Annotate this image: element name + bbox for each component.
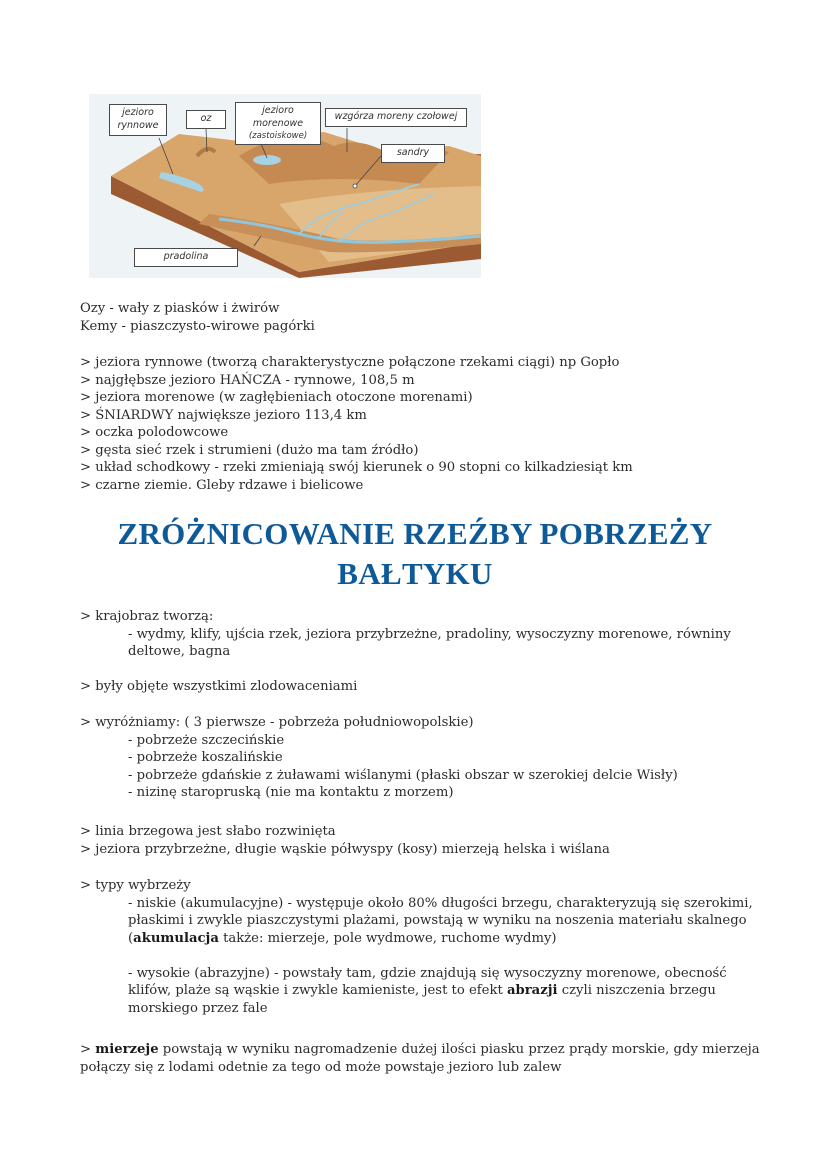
heading-line-2: BAŁTYKU [337, 556, 493, 591]
spacer [80, 947, 753, 965]
label-pradolina [134, 248, 238, 267]
landscape-detail-2: deltowe, bagna [128, 644, 231, 659]
high-coast-line-2 [80, 982, 753, 1000]
glacial-landforms-diagram [89, 94, 481, 278]
list-item: > jeziora morenowe (w zagłębieniach otoczone morenami) [80, 390, 473, 405]
low-coast-line-1: - niskie (akumulacyjne) - występuje około 80% długości brzegu, charakteryzują się szerokimi, [128, 895, 753, 911]
label-sandry-text: sandry [396, 147, 430, 158]
label-oz [186, 110, 226, 129]
label-jezioro-morenowe-line1: jezioro morenowe [252, 105, 304, 129]
coast-line-2: > jeziora przybrzeżne, długie wąskie półwyspy (kosy) mierzeją helska i wiślana [80, 841, 610, 857]
spits-line-1 [80, 1041, 760, 1059]
low-coast-line-2: płaskimi i zwykle piaszczystymi plażami, powstają w wyniku na noszenia materiału skalnego [128, 913, 747, 928]
high-coast-line-3: morskiego przez fale [128, 1000, 268, 1016]
list-item: - pobrzeże koszalińskie [128, 750, 283, 765]
glaciations-line [80, 678, 357, 696]
label-jezioro-rynnowe [109, 104, 167, 136]
low-coast-line-3-rest: także: mierzeje, pole wydmowe, ruchome wydmy) [218, 930, 557, 946]
label-jezioro-morenowe [235, 102, 321, 145]
list-item: > jeziora rynnowe (tworzą charakterystyczne połączone rzekami ciągi) np Gopło [80, 355, 620, 370]
low-coast-paren: ( [128, 930, 134, 946]
low-coast-line-3 [80, 930, 753, 948]
spits-bullet: > [80, 1042, 96, 1057]
akumulacja-bold: akumulacja [133, 930, 219, 946]
list-item: - nizinę staropruską (nie ma kontaktu z morzem) [128, 785, 454, 800]
list-item: > oczka polodowcowe [80, 425, 229, 440]
sandry-marker [353, 184, 357, 188]
high-coast-line-1: - wysokie (abrazyjne) - powstały tam, gdzie znajdują się wysoczyzny morenowe, obecność [128, 965, 727, 981]
label-wzgorza-text: wzgórza moreny czołowej [334, 111, 458, 122]
list-item: > ŚNIARDWY największe jezioro 113,4 km [80, 407, 367, 423]
label-jezioro-rynnowe-line2: rynnowe [117, 119, 159, 131]
spits-line-1-rest: powstają w wyniku nagromadzenie dużej ilości piasku przez prądy morskie, gdy mierzeja [158, 1042, 760, 1057]
intro-block [80, 300, 315, 335]
types-intro: > typy wybrzeży [80, 878, 191, 893]
landscape-detail-1: - wydmy, klify, ujścia rzek, jeziora przybrzeżne, pradoliny, wysoczyzny morenowe, równiny [128, 626, 731, 642]
spits-block [80, 1041, 760, 1076]
high-coast-line-2-pre: klifów, plaże są wąskie i zwykle kamieniste, jest to efekt [128, 983, 507, 998]
coast-line-1: > linia brzegowa jest słabo rozwinięta [80, 824, 336, 839]
label-jezioro-rynnowe-line1: jezioro [122, 107, 154, 118]
abrazji-bold: abrazji [506, 983, 558, 998]
list-item: - pobrzeże szczecińskie [128, 732, 285, 748]
high-coast-line-2-post: czyli niszczenia brzegu [557, 983, 716, 998]
label-oz-text: oz [200, 113, 212, 124]
section-heading [60, 514, 770, 594]
label-sandry [381, 144, 445, 163]
moraine-lake-shape [253, 155, 281, 165]
list-item: - pobrzeże gdańskie z żuławami wiślanymi (płaski obszar w szerokiej delcie Wisły) [128, 767, 678, 783]
coast-types-block [80, 877, 753, 1017]
mierzeje-bold: mierzeje [95, 1042, 159, 1057]
ozy-definition: Ozy - wały z piasków i żwirów [80, 301, 280, 316]
landscape-block [80, 608, 731, 661]
label-jezioro-morenowe-line2: (zastoiskowe) [248, 130, 308, 141]
distinguish-intro: > wyróżniamy: ( 3 pierwsze - pobrzeża południowopolskie) [80, 715, 474, 730]
coast-block [80, 823, 610, 858]
landscape-intro: > krajobraz tworzą: [80, 609, 214, 624]
lakes-list [80, 354, 633, 494]
glaciations-text: > były objęte wszystkimi zlodowaceniami [80, 679, 358, 694]
spits-line-2: połączy się z lodami odetnie za tego od może powstaje jezioro lub zalew [80, 1059, 562, 1075]
list-item: > czarne ziemie. Gleby rdzawe i bielicowe [80, 477, 364, 493]
list-item: > najgłębsze jezioro HAŃCZA - rynnowe, 108,5 m [80, 372, 415, 388]
label-wzgorza-moreny [325, 108, 467, 127]
heading-line-1: ZRÓŻNICOWANIE RZEŹBY POBRZEŻY [117, 516, 713, 551]
list-item: > układ schodkowy - rzeki zmieniają swój kierunek o 90 stopni co kilkadziesiąt km [80, 460, 633, 475]
distinguish-block [80, 714, 678, 802]
label-pradolina-text: pradolina [163, 251, 209, 262]
list-item: > gęsta sieć rzek i strumieni (dużo ma tam źródło) [80, 442, 419, 458]
kemy-definition: Kemy - piaszczysto-wirowe pagórki [80, 318, 315, 334]
